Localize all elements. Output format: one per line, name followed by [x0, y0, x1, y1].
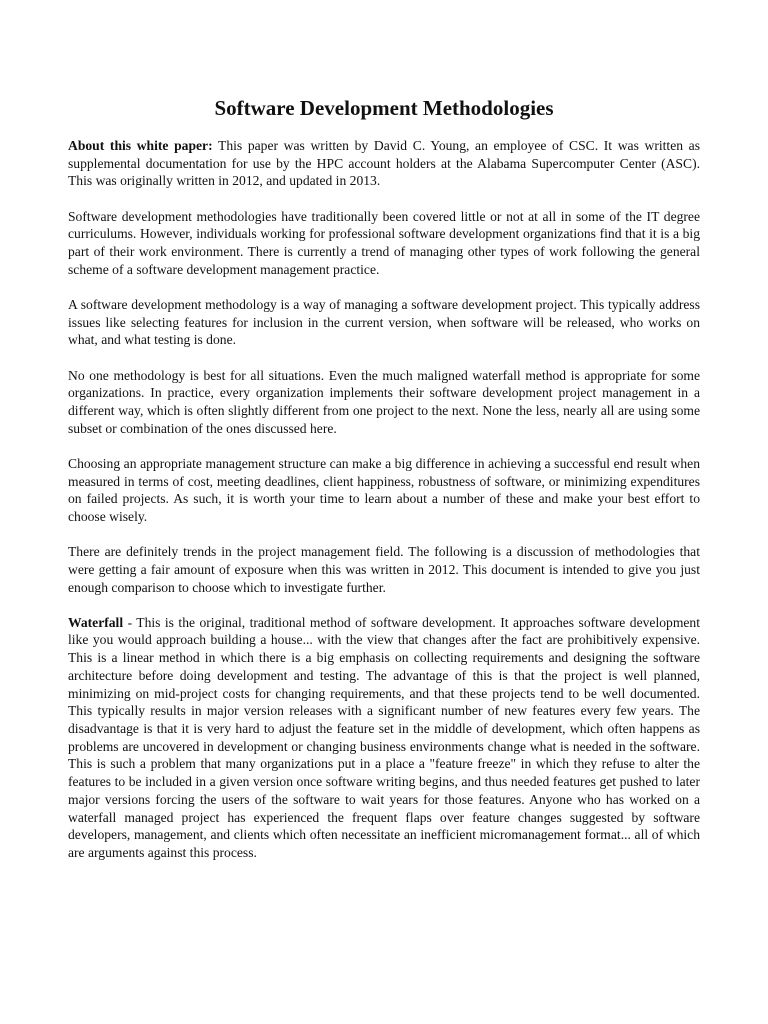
document-title: Software Development Methodologies [214, 96, 554, 120]
paragraph-intro [68, 208, 700, 279]
paragraph-lead-waterfall: Waterfall [68, 614, 124, 630]
document-page [68, 0, 700, 862]
paragraph-lead-about: About this white paper: [68, 138, 213, 153]
paragraph-waterfall [68, 614, 700, 862]
paragraph-text-waterfall: - This is the original, traditional method of software development. It approaches software development like you would approach building a house... with the view that changes after the fact are prohibitively expensive. This is a linear method in which there is a big emphasis on collecting requirements and designing the software architecture before doing development and testing. The advantage of this is that the project is well planned, minimizing on mid-project costs for changing requirements, and that these projects tend to be well documented. This typically results in major version releases with a significant number of new features every few years. The disadvantage is that it is very hard to adjust the feature set in the middle of development, which often happens as problems are uncovered in development or changing business environments change what is needed in the software. This is such a problem that many organizations put in a place a "feature freeze" in which they refuse to alter the features to be included in a given version once software writing begins, and thus needed features get pushed to later major versions forcing the users of the software to wait years for those features. Anyone who has worked on a waterfall managed project has experienced the frequent flaps over feature changes suggested by software developers, management, and clients which often necessitate an inefficient micromanagement format... all of which are arguments against this process. [68, 614, 700, 860]
paragraph-text-no-best-method: No one methodology is best for all situations. Even the much maligned waterfall method is appropriate for some organizations. In practice, every organization implements their software development project management in a different way, which is often slightly different from one project to the next. None the less, nearly all are using some subset or combination of the ones discussed here. [68, 367, 700, 436]
paragraph-text-trends: There are definitely trends in the project management field. The following is a discussion of methodologies that were getting a fair amount of exposure when this was written in 2012. This document is intended to give you just enough comparison to choose which to investigate further. [68, 544, 700, 595]
paragraph-definition [68, 296, 700, 349]
paragraph-trends [68, 543, 700, 596]
paragraph-text-about: This paper was written by David C. Young, an employee of CSC. It was written as supplemental documentation for use by the HPC account holders at the Alabama Supercomputer Center (ASC). This was originally written in 2012, and updated in 2013. [68, 138, 700, 189]
paragraph-choosing [68, 455, 700, 526]
paragraph-text-intro: Software development methodologies have traditionally been covered little or not at all in some of the IT degree curriculums. However, individuals working for professional software development organizations find that it is a big part of their work environment. There is currently a trend of managing other types of work following the general scheme of a software development management practice. [68, 208, 700, 277]
paragraph-about [68, 137, 700, 190]
paragraph-no-best-method [68, 367, 700, 438]
paragraph-text-definition: A software development methodology is a way of managing a software development project. This typically address issues like selecting features for inclusion in the current version, when software will be released, who works on what, and what testing is done. [68, 296, 700, 348]
paragraph-text-choosing: Choosing an appropriate management structure can make a big difference in achieving a successful end result when measured in terms of cost, meeting deadlines, client happiness, robustness of software, or minimizing expenditures on failed projects. As such, it is worth your time to learn about a number of these and make your best effort to choose wisely. [68, 455, 700, 524]
